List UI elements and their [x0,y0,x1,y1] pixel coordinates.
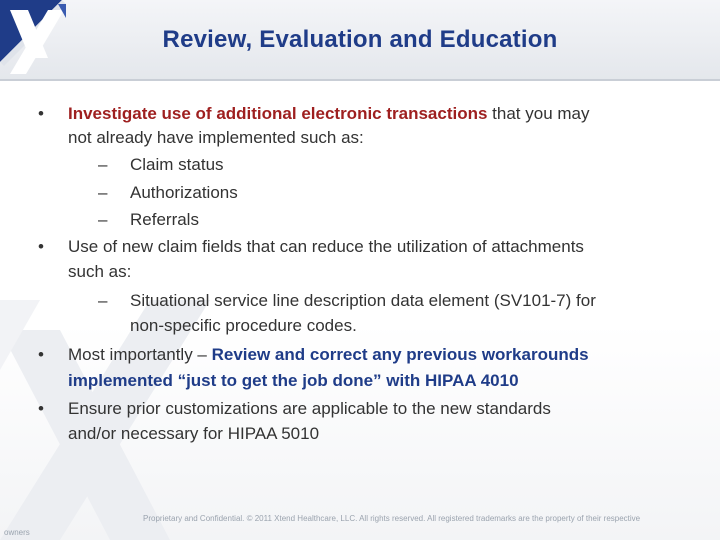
footer-copyright: Proprietary and Confidential. © 2011 Xtend Healthcare, LLC. All rights reserved. All registered trademarks are the property of their respective [143,514,641,523]
bullet-2-sub-line-1: Situational service line description data element (SV101-7) for [130,291,596,310]
bullet-1-text: that you may [487,104,590,123]
bullet-4-line-2: and/or necessary for HIPAA 5010 [68,424,320,443]
bullet-4-line-1: Ensure prior customizations are applicable to the new standards [68,399,551,418]
sub-dash: – [98,183,108,202]
x-watermark-icon [0,300,260,540]
subitem-referrals: Referrals [130,210,199,229]
bullet-3-line-1 [68,345,589,365]
bullet-2-line-2: such as: [68,262,132,281]
slide-title: Review, Evaluation and Education [162,26,558,53]
bullet-1-line-2: not already have implemented such as: [68,128,364,147]
bullet-3-lead: Most importantly – [68,345,212,364]
subitem-claim-status: Claim status [130,155,224,174]
sub-dash: – [98,210,108,229]
header-divider [0,79,720,81]
bullet-2-line-1: Use of new claim fields that can reduce the utilization of attachments [68,237,584,256]
bullet-1-highlight: Investigate use of additional electronic transactions [68,104,488,123]
bullet-marker: • [38,104,44,123]
bullet-marker: • [38,237,44,256]
bullet-3-emphasis-1: Review and correct any previous workarounds [211,345,589,364]
bullet-marker: • [38,345,44,364]
subitem-authorizations: Authorizations [130,183,238,202]
sub-dash: – [98,155,108,174]
bullet-1-line-1 [68,104,590,124]
bullet-marker: • [38,399,44,418]
sub-dash: – [98,291,108,310]
bullet-2-sub-line-2: non-specific procedure codes. [130,316,357,335]
bullet-3-emphasis-2: implemented “just to get the job done” with HIPAA 4010 [68,371,519,390]
footer-owners: owners [4,528,30,537]
